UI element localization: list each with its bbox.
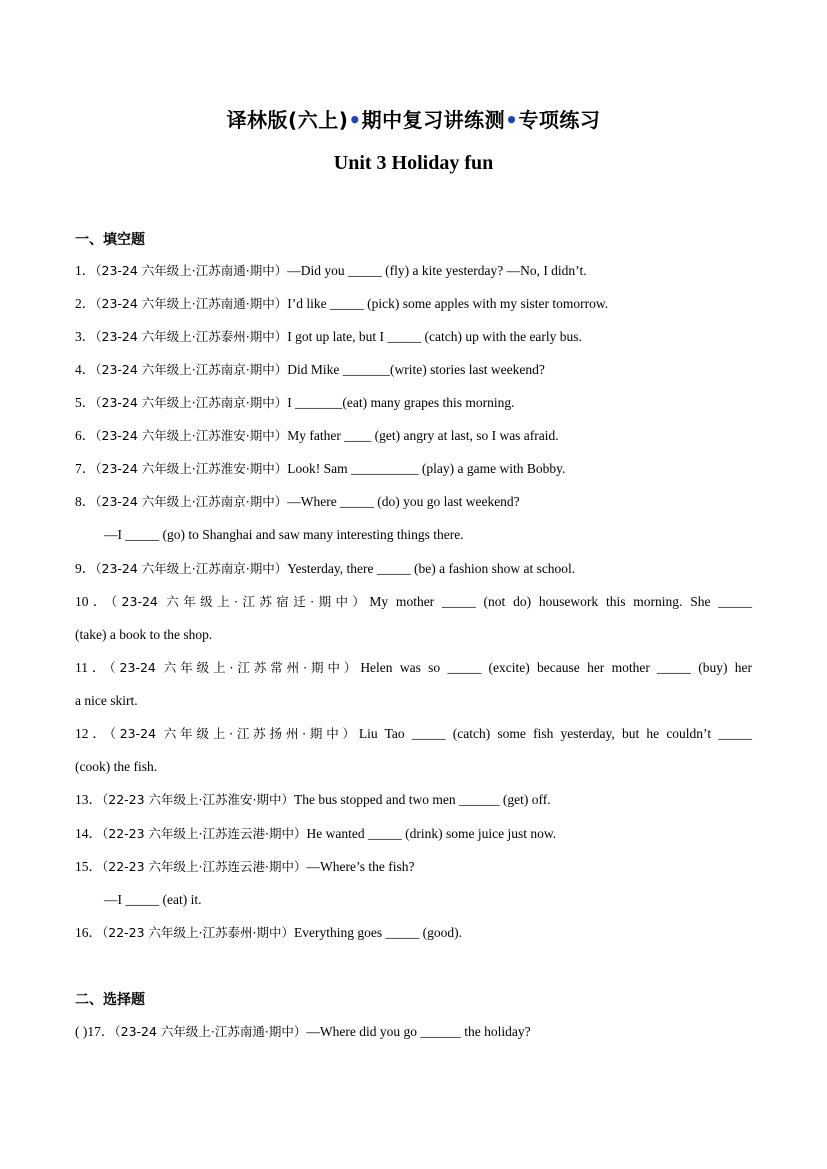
bullet-dot-2: • [505,108,519,132]
section-fill-heading: 一、填空题 [75,232,145,248]
question-15-continued: —I _____ (eat) it. [104,892,202,907]
question-9: 9．（23-24 六年级上·江苏南京·期中）Yesterday, there _____ (be) a fashion show at school. [75,561,576,576]
question-16: 16．（22-23 六年级上·江苏泰州·期中）Everything goes _____ (good). [75,925,462,940]
section-choice-heading: 二、选择题 [75,992,145,1008]
question-5: 5．（23-24 六年级上·江苏南京·期中）I _______(eat) many grapes this morning. [75,395,515,410]
question-10: 10．（23-24 六年级上·江苏宿迁·期中）My mother _____ (not do) housework this morning. She _____ [75,594,753,609]
title-part-b: 期中复习讲练测 [361,108,506,132]
question-6: 6．（23-24 六年级上·江苏淮安·期中）My father ____ (get) angry at last, so I was afraid. [75,428,559,443]
title-part-a: 译林版(六上) [226,108,349,132]
question-12-continued: (cook) the fish. [75,759,158,774]
page-subtitle: Unit 3 Holiday fun [333,152,494,174]
question-17: ( )17．（23-24 六年级上·江苏南通·期中）—Where did you go ______ the holiday? [75,1024,531,1039]
question-15: 15．（22-23 六年级上·江苏连云港·期中）—Where’s the fish? [75,859,415,874]
question-8-continued: —I _____ (go) to Shanghai and saw many interesting things there. [104,527,464,542]
question-7: 7．（23-24 六年级上·江苏淮安·期中）Look! Sam __________ (play) a game with Bobby. [75,461,566,476]
bullet-dot-1: • [348,108,362,132]
question-12: 12．（23-24 六年级上·江苏扬州·期中）Liu Tao _____ (catch) some fish yesterday, but he couldn’t _____ [75,726,753,741]
question-3: 3．（23-24 六年级上·江苏泰州·期中）I got up late, but I _____ (catch) up with the early bus. [75,329,582,344]
page-title [0,104,827,133]
question-14: 14．（22-23 六年级上·江苏连云港·期中）He wanted _____ (drink) some juice just now. [75,826,557,841]
question-11: 11．（23-24 六年级上·江苏常州·期中）Helen was so _____ (excite) because her mother _____ (buy) her [75,660,752,675]
question-11-continued: a nice skirt. [75,693,138,708]
question-8: 8．（23-24 六年级上·江苏南京·期中）—Where _____ (do) you go last weekend? [75,494,520,509]
question-1: 1．（23-24 六年级上·江苏南通·期中）—Did you _____ (fly) a kite yesterday? —No, I didn’t. [75,263,587,278]
question-4: 4．（23-24 六年级上·江苏南京·期中）Did Mike _______(write) stories last weekend? [75,362,545,377]
question-2: 2．（23-24 六年级上·江苏南通·期中）I’d like _____ (pick) some apples with my sister tomorrow. [75,296,609,311]
title-part-c: 专项练习 [518,108,601,132]
question-13: 13．（22-23 六年级上·江苏淮安·期中）The bus stopped and two men ______ (get) off. [75,792,551,807]
question-10-continued: (take) a book to the shop. [75,627,213,642]
